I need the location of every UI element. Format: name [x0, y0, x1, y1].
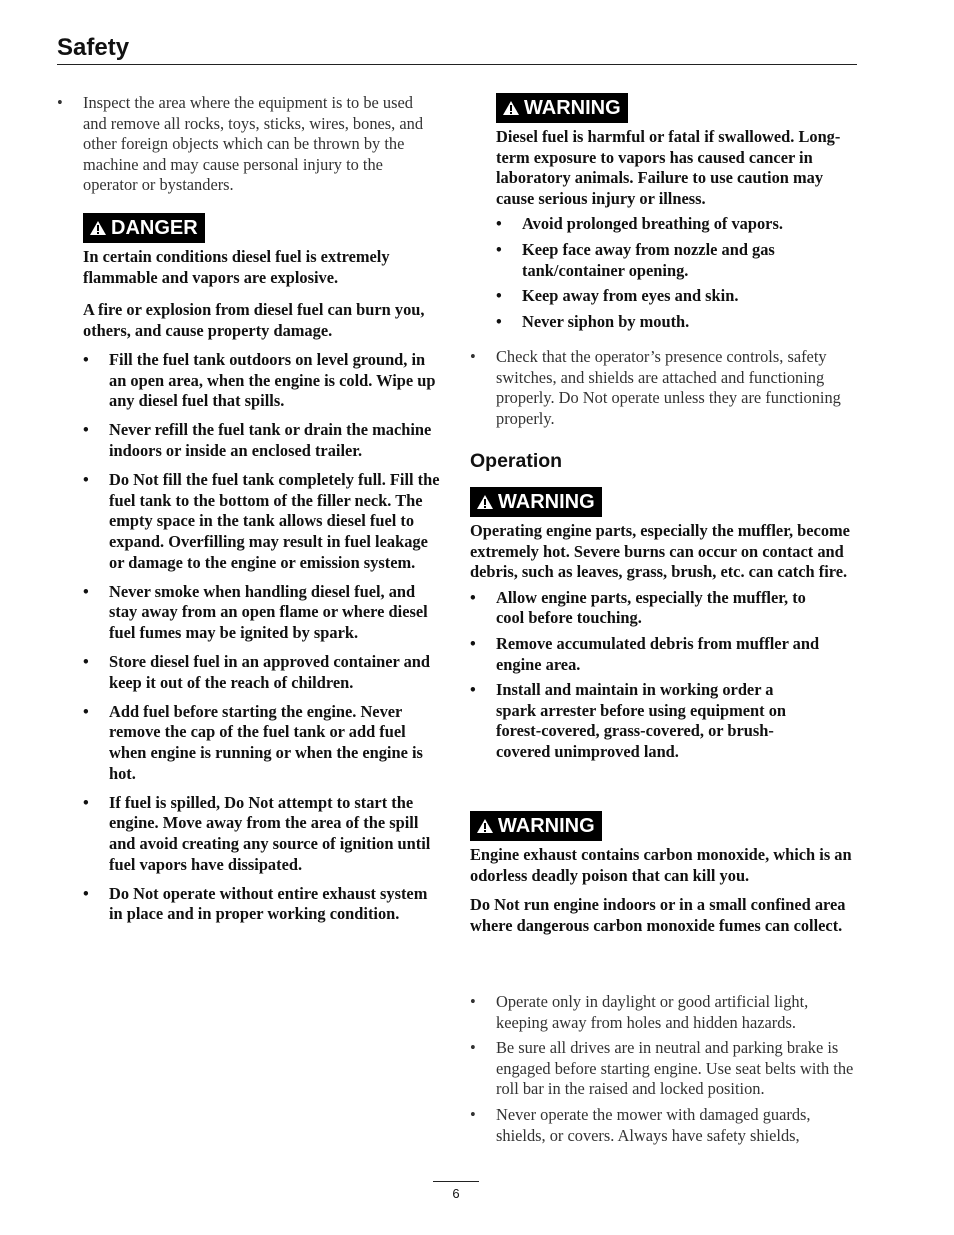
- list-item-text: Never refill the fuel tank or drain the machine indoors or inside an enclosed trailer.: [109, 420, 432, 460]
- page-title: Safety: [57, 34, 130, 61]
- list-item: [83, 470, 445, 573]
- bullet-icon: •: [496, 214, 502, 234]
- warning-1-body: [496, 127, 852, 332]
- bullet-icon: •: [83, 652, 89, 672]
- bullet-icon: •: [496, 286, 502, 306]
- danger-paragraph: In certain conditions diesel fuel is extremely flammable and vapors are explosive.: [83, 247, 390, 287]
- list-item: [496, 286, 852, 307]
- bullet-icon: •: [470, 1038, 476, 1058]
- list-item-text: Allow engine parts, especially the muffler, to cool before touching.: [496, 587, 806, 628]
- bullet-icon: •: [496, 239, 502, 259]
- warning-paragraph: Diesel fuel is harmful or fatal if swallowed. Long-term exposure to vapors has caused cancer in laboratory animals. Failure to use caution may cause serious injury or illness.: [496, 127, 841, 208]
- list-item-text: Never siphon by mouth.: [522, 311, 690, 331]
- warning-2-body: [470, 521, 856, 763]
- page-number: 6: [452, 1186, 460, 1201]
- list-item-text: Remove accumulated debris from muffler and engine area.: [496, 633, 820, 674]
- danger-label: DANGER: [111, 217, 198, 239]
- warning-label: WARNING: [524, 97, 621, 119]
- intro-bullet-block: [57, 93, 437, 196]
- list-item: [470, 588, 856, 629]
- list-item-text: Install and maintain in working order a spark arrester before using equipment on forest-covered, grass-covered, or brush-covered unimproved land.: [496, 680, 787, 761]
- bullet-icon: •: [470, 680, 476, 700]
- warning-paragraph: Do Not run engine indoors or in a small confined area where dangerous carbon monoxide fumes can collect.: [470, 895, 846, 935]
- list-item-text: Be sure all drives are in neutral and parking brake is engaged before starting engine. Use seat belts with the roll bar in the raised and locked position.: [496, 1038, 854, 1099]
- bullet-icon: •: [83, 701, 89, 721]
- warning-triangle-icon: [89, 220, 107, 236]
- list-item-text: If fuel is spilled, Do Not attempt to start the engine. Move away from the area of the spill and avoid creating any source of ignition until fuel vapors have dissipated.: [109, 792, 431, 874]
- section-title: Operation: [470, 450, 563, 472]
- list-item-text: Keep face away from nozzle and gas tank/container opening.: [522, 239, 775, 280]
- bullet-icon: •: [83, 420, 89, 440]
- bullet-icon: •: [83, 350, 89, 369]
- bullet-icon: •: [496, 311, 502, 331]
- warning-sign-3: [470, 811, 602, 841]
- danger-sign: [83, 213, 205, 243]
- list-item: [83, 793, 445, 875]
- warning-triangle-icon: [476, 818, 494, 834]
- list-item: [470, 347, 860, 429]
- list-item: [83, 582, 445, 644]
- list-item: [57, 93, 437, 196]
- section-heading-block: [470, 449, 562, 473]
- list-item-text: Store diesel fuel in an approved container and keep it out of the reach of children.: [109, 652, 431, 692]
- header-divider: [57, 64, 857, 65]
- list-item-text: Never smoke when handling diesel fuel, and stay away from an open flame or where diesel fuel fumes may be ignited by spark.: [109, 581, 428, 642]
- list-item-text: Add fuel before starting the engine. Never remove the cap of the fuel tank or add fuel when engine is running or when the engine is hot.: [109, 701, 423, 783]
- list-item: [470, 992, 860, 1033]
- operation-bullet-list: [470, 992, 860, 1146]
- danger-bullet-list: [83, 350, 445, 925]
- list-item-text: Fill the fuel tank outdoors on level ground, in an open area, when the engine is cold. Wipe up any diesel fuel that spills.: [109, 350, 436, 411]
- bullet-icon: •: [83, 883, 89, 903]
- list-item: [496, 312, 852, 333]
- bullet-icon: •: [470, 1104, 476, 1124]
- warning-triangle-icon: [476, 494, 494, 510]
- warning-triangle-icon: [502, 100, 520, 116]
- warning-label: WARNING: [498, 491, 595, 513]
- footer-divider: [433, 1181, 479, 1182]
- list-item-text: Check that the operator’s presence controls, safety switches, and shields are attached and functioning properly. Do Not operate unless they are functioning properly.: [496, 347, 841, 428]
- list-item: [83, 420, 445, 461]
- list-item: [470, 634, 856, 675]
- list-item: [470, 680, 856, 762]
- list-item: [83, 350, 445, 412]
- list-item-text: Do Not fill the fuel tank completely full. Fill the fuel tank to the bottom of the filler neck. The empty space in the tank allows diesel fuel to expand. Overfilling may result in fuel leakage or damage to the engine or emission system.: [109, 470, 440, 572]
- warning-3-body: [470, 845, 860, 936]
- bullet-icon: •: [470, 633, 476, 653]
- list-item-text: Never operate the mower with damaged guards, shields, or covers. Always have safety shields,: [496, 1104, 811, 1145]
- warning-sign-1: [496, 93, 628, 123]
- bullet-icon: •: [470, 347, 476, 366]
- list-item-text: Keep away from eyes and skin.: [522, 286, 739, 306]
- list-item: [83, 702, 445, 784]
- bullet-icon: •: [83, 581, 89, 601]
- check-bullet-block: [470, 347, 860, 429]
- warning-sign-2: [470, 487, 602, 517]
- warning-paragraph: Operating engine parts, especially the muffler, become extremely hot. Severe burns can occur on contact and debris, such as leaves, grass, brush, etc. can catch fire.: [470, 521, 850, 582]
- list-item-text: Do Not operate without entire exhaust system in place and in proper working condition.: [109, 883, 428, 924]
- danger-paragraph: A fire or explosion from diesel fuel can burn you, others, and cause property damage.: [83, 300, 425, 340]
- warning-paragraph: Engine exhaust contains carbon monoxide, which is an odorless deadly poison that can kill you.: [470, 845, 852, 885]
- list-item: [496, 214, 852, 235]
- list-item: [470, 1038, 860, 1100]
- list-item: [496, 240, 852, 281]
- list-item-text: Avoid prolonged breathing of vapors.: [522, 214, 783, 234]
- list-item: [470, 1105, 860, 1146]
- bullet-icon: •: [470, 587, 476, 607]
- list-item-text: Inspect the area where the equipment is to be used and remove all rocks, toys, sticks, wires, bones, and other foreign objects which can be thrown by the machine and may cause personal injury to the operator or bystanders.: [83, 93, 424, 195]
- list-item: [83, 652, 445, 693]
- bullet-icon: •: [83, 470, 89, 490]
- list-item-text: Operate only in daylight or good artificial light, keeping away from holes and hidden hazards.: [496, 992, 809, 1032]
- bullet-icon: •: [57, 93, 63, 112]
- list-item: [83, 884, 445, 925]
- bullet-icon: •: [83, 792, 89, 812]
- warning-label: WARNING: [498, 815, 595, 837]
- bullet-icon: •: [470, 992, 476, 1011]
- danger-body: [83, 247, 445, 341]
